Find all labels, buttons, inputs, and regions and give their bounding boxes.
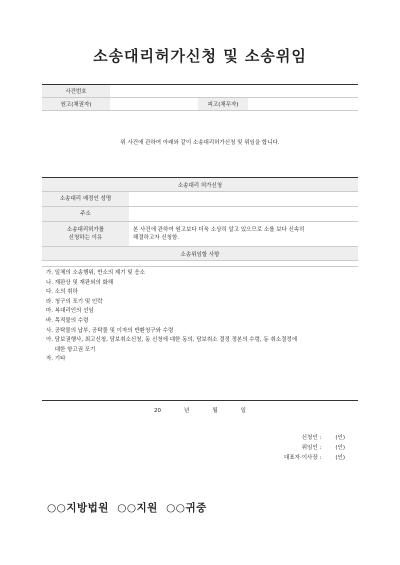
list-item: 자. 기타	[46, 356, 66, 363]
proxy-name-value[interactable]	[129, 192, 358, 207]
signature-label: 신청인 :	[301, 435, 322, 441]
address-label: 주소	[42, 207, 129, 222]
signature-label: 위임인 :	[301, 445, 322, 451]
list-item: 나. 재판상 및 재판외의 화해	[46, 279, 114, 286]
reason-row	[42, 222, 358, 247]
defendant-value[interactable]	[248, 98, 358, 111]
list-item: 라. 청구의 포기 및 인락	[46, 298, 103, 305]
case-info-table	[42, 84, 358, 111]
seal-mark: (인)	[335, 455, 345, 461]
delegation-header: 소송위임할 사항	[42, 247, 358, 261]
seal-mark: (인)	[335, 445, 345, 451]
plaintiff-value[interactable]	[110, 98, 198, 111]
reason-label: 소송대리허가를 신청하는 이유	[42, 222, 129, 247]
document-title: 소송대리허가신청 및 소송위임	[93, 47, 307, 65]
delegation-items-list	[42, 266, 358, 401]
signature-applicant	[225, 433, 345, 441]
date-line: 20 년 월 일	[154, 408, 246, 414]
seal-mark: (인)	[335, 435, 345, 441]
defendant-label: 피고(채무자)	[198, 98, 248, 111]
signature-label: 대표자·이사장 :	[284, 455, 322, 461]
address-value[interactable]	[129, 207, 358, 222]
plaintiff-label: 원고(채권자)	[42, 98, 110, 111]
section-header: 소송대리 허가신청	[42, 178, 358, 192]
statement-text: 위 사건에 관하여 아래와 같이 소송대리허가신청 및 위임을 합니다.	[120, 140, 280, 146]
reason-value[interactable]: 본 사건에 관하여 원고보다 더욱 소상히 알고 있으므로 소를 보다 신속히 해결하고자 신청함.	[129, 222, 358, 247]
list-item: 다. 소의 취하	[46, 289, 78, 296]
proxy-name-row	[42, 192, 358, 207]
signature-delegator	[225, 443, 345, 451]
list-item: 바. 목적물의 수령	[46, 317, 89, 324]
case-number-label: 사건번호	[42, 85, 110, 98]
parties-row	[42, 98, 358, 111]
list-item: 사. 공탁물의 납부, 공탁물 및 이자의 반환청구와 수령	[46, 327, 174, 334]
case-number-row	[42, 85, 358, 98]
list-item: 가. 일체의 소송행위, 반소의 제기 및 응소	[46, 270, 145, 276]
address-row	[42, 207, 358, 222]
list-item: 아. 담보권행사, 최고신청, 담보취소신청, 동 신청에 대한 동의, 담보취소 결정 정본의 수령, 동 취소결정에	[46, 337, 298, 344]
proxy-name-label: 소송대리 예정인 성명	[42, 192, 129, 207]
proxy-application-table	[42, 177, 358, 261]
court-addressee: ○○지방법원 ○○지원 ○○귀중	[47, 502, 207, 514]
list-item: 마. 복대리인의 선임	[46, 308, 94, 315]
case-number-value[interactable]	[110, 85, 358, 98]
signature-representative	[225, 453, 345, 461]
list-item: 대한 항고권 포기	[46, 346, 96, 353]
